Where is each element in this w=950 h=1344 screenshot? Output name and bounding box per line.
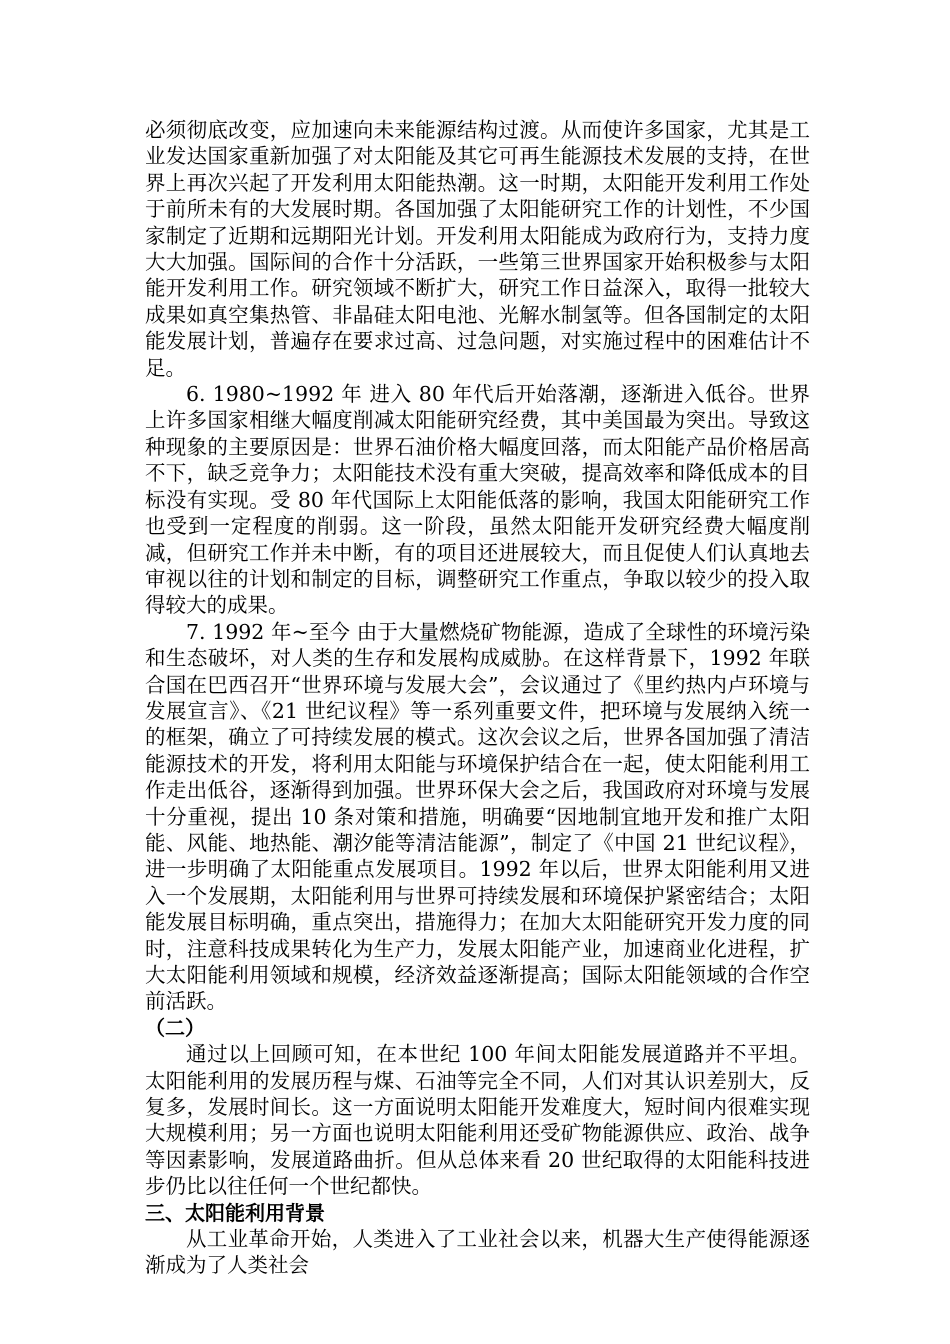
paragraph-background: 从工业革命开始，人类进入了工业社会以来，机器大生产使得能源逐渐成为了人类社会 xyxy=(145,1227,810,1278)
paragraph-continued: 必须彻底改变，应加速向未来能源结构过渡。从而使许多国家，尤其是工业发达国家重新加强了对太阳能及其它可再生能源技术发展的支持，在世界上再次兴起了开发利用太阳能热潮。这一时期，太阳能开发利用工作处于前所未有的大发展时期。各国加强了太阳能研究工作的计划性，不少国家制定了近期和远期阳光计划。开发利用太阳能成为政府行为，支持力度大大加强。国际间的合作十分活跃，一些第三世界国家开始积极参与太阳能开发利用工作。研究领域不断扩大，研究工作日益深入，取得一批较大成果如真空集热管、非晶硅太阳电池、光解水制氢等。但各国制定的太阳能发展计划，普遍存在要求过高、过急问题，对实施过程中的困难估计不足。 xyxy=(145,118,810,380)
paragraph-summary: 通过以上回顾可知，在本世纪 100 年间太阳能发展道路并不平坦。太阳能利用的发展历程与煤、石油等完全不同，人们对其认识差别大，反复多，发展时间长。这一方面说明太阳能开发难度大，短时间内很难实现大规模利用；另一方面也说明太阳能利用还受矿物能源供应、政治、战争等因素影响，发展道路曲折。但从总体来看 20 世纪取得的太阳能科技进步仍比以往任何一个世纪都快。 xyxy=(145,1042,810,1199)
paragraph-period-6: 6. 1980~1992 年 进入 80 年代后开始落潮，逐渐进入低谷。世界上许多国家相继大幅度削减太阳能研究经费，其中美国最为突出。导致这种现象的主要原因是：世界石油价格大幅度回落，而太阳能产品价格居高不下，缺乏竞争力；太阳能技术没有重大突破，提高效率和降低成本的目标没有实现。受 80 年代国际上太阳能低落的影响，我国太阳能研究工作也受到一定程度的削弱。这一阶段，虽然太阳能开发研究经费大幅度削减，但研究工作并未中断，有的项目还进展较大，而且促使人们认真地去审视以往的计划和制定的目标，调整研究工作重点，争取以较少的投入取得较大的成果。 xyxy=(145,382,810,618)
section-heading-3: 三、太阳能利用背景 xyxy=(145,1200,325,1225)
document-page xyxy=(145,117,810,1279)
section-heading-2: （二） xyxy=(145,1015,205,1040)
paragraph-period-7: 7. 1992 年~至今 由于大量燃烧矿物能源，造成了全球性的环境污染和生态破坏，对人类的生存和发展构成威胁。在这样背景下，1992 年联合国在巴西召开“世界环境与发展大会”，会议通过了《里约热内卢环境与发展宣言》、《21 世纪议程》等一系列重要文件，把环境与发展纳入统一的框架，确立了可持续发展的模式。这次会议之后，世界各国加强了清洁能源技术的开发，将利用太阳能与环境保护结合在一起，使太阳能利用工作走出低谷，逐渐得到加强。世界环保大会之后，我国政府对环境与发展十分重视，提出 10 条对策和措施，明确要“因地制宜地开发和推广太阳能、风能、地热能、潮汐能等清洁能源”，制定了《中国 21 世纪议程》，进一步明确了太阳能重点发展项目。1992 年以后，世界太阳能利用又进入一个发展期，太阳能利用与世界可持续发展和环境保护紧密结合；太阳能发展目标明确，重点突出，措施得力；在加大太阳能研究开发力度的同时，注意科技成果转化为生产力，发展太阳能产业，加速商业化进程，扩大太阳能利用领域和规模，经济效益逐渐提高；国际太阳能领域的合作空前活跃。 xyxy=(145,619,810,1014)
